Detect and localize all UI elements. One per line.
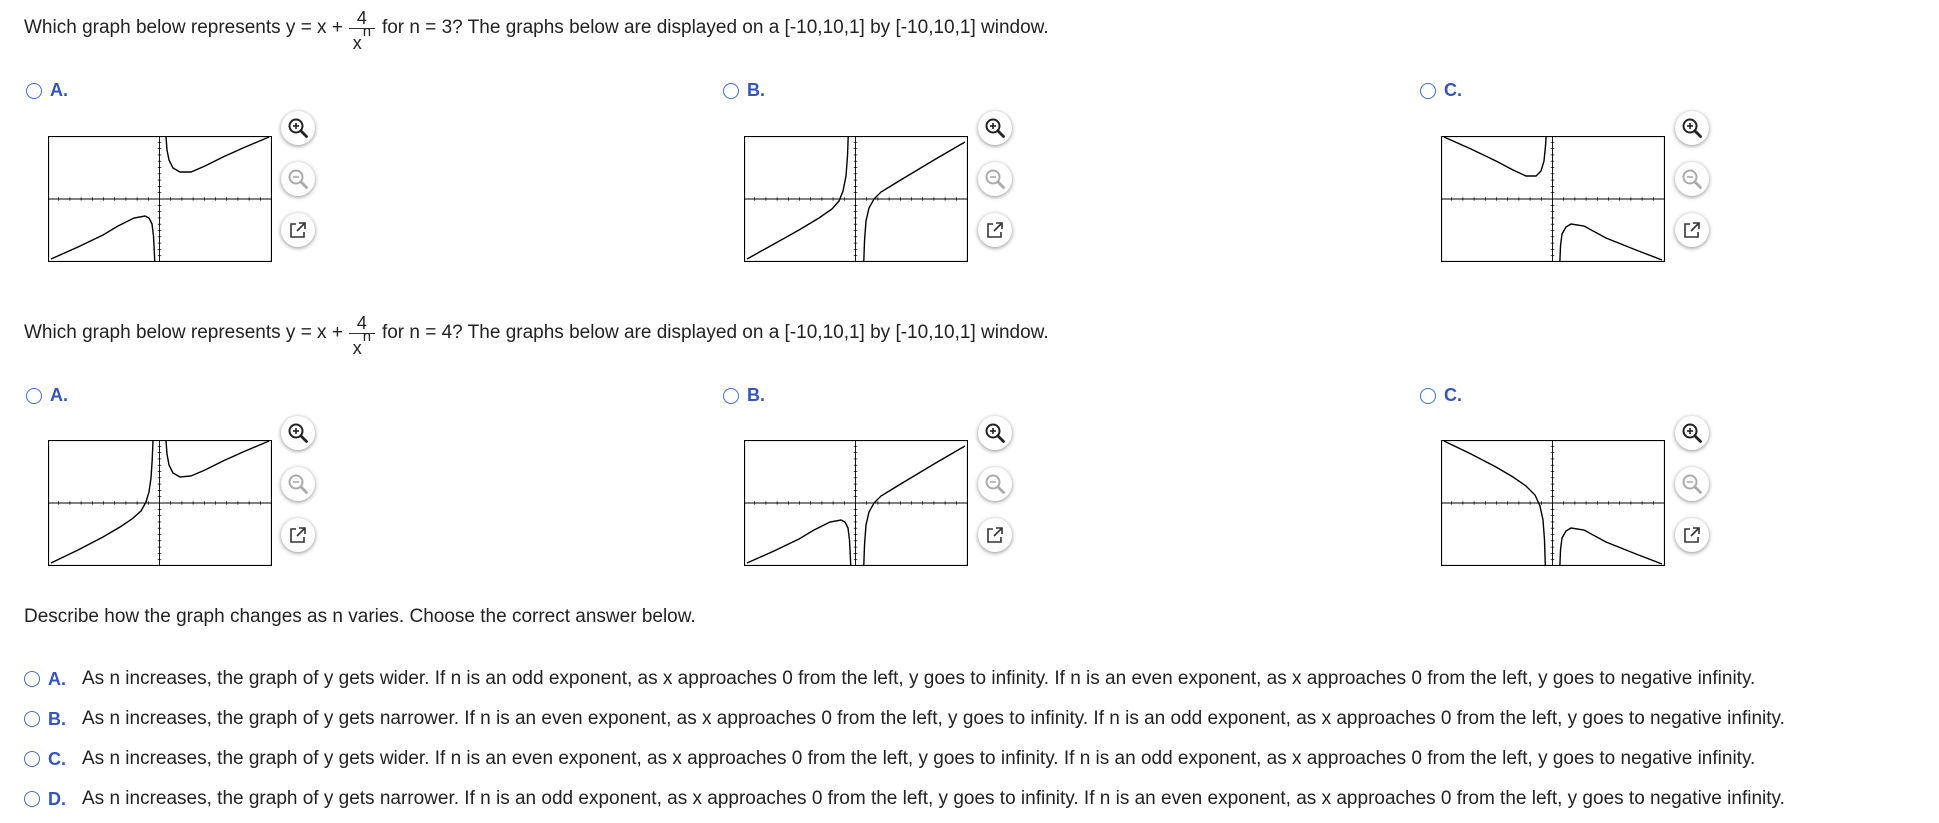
q1-graph-c [1441,136,1665,262]
popout-button[interactable] [978,213,1012,247]
answer-text: As n increases, the graph of y gets narrower. If n is an even exponent, as x approaches 0 from the left, y goes to infinity. If n is an odd exponent, as x approaches 0 from the left, y goes to negative infinity. [82,708,1785,729]
radio-button[interactable] [723,388,739,404]
popout-button[interactable] [1675,518,1709,552]
zoom-in-button[interactable] [1675,416,1709,450]
option-label: C. [1444,385,1462,405]
popout-button[interactable] [281,213,315,247]
zoom-in-button[interactable] [281,111,315,145]
question-2-prefix: Which graph below represents y = x + [24,322,343,343]
zoom-out-icon [984,473,1006,495]
popout-icon [984,524,1006,546]
q1-graph-a [48,136,272,262]
zoom-out-icon [1681,168,1703,190]
answer-option-d[interactable] [24,788,1785,810]
fraction-denominator [352,328,372,358]
q2-graph-b [744,440,968,566]
zoom-in-button[interactable] [1675,111,1709,145]
exponent: n [362,328,372,345]
answer-option-a[interactable] [24,668,1755,690]
zoom-in-icon [1681,117,1703,139]
zoom-in-icon [984,422,1006,444]
option-label: B. [48,708,66,729]
answer-option-b[interactable] [24,708,1785,730]
answer-text: As n increases, the graph of y gets wider. If n is an even exponent, as x approaches 0 from the left, y goes to infinity. If n is an odd exponent, as x approaches 0 from the left, y goes to negative infinity. [82,748,1756,769]
zoom-out-button[interactable] [1675,467,1709,501]
option-label: B. [747,385,765,405]
fraction-numerator: 4 [356,313,367,333]
zoom-out-button[interactable] [281,162,315,196]
option-label: A. [50,80,68,100]
zoom-in-icon [287,117,309,139]
zoom-out-icon [287,168,309,190]
popout-button[interactable] [978,518,1012,552]
radio-button[interactable] [723,83,739,99]
q1-option-a[interactable] [26,80,68,101]
q1-option-b[interactable] [723,80,765,101]
q2-graph-c [1441,440,1665,566]
q2-option-b[interactable] [723,385,765,406]
denominator-base: x [352,338,362,358]
q2-option-c[interactable] [1420,385,1462,406]
zoom-in-icon [1681,422,1703,444]
option-label: B. [747,80,765,100]
fraction-numerator: 4 [356,8,367,28]
option-label: D. [48,788,66,809]
radio-button[interactable] [26,83,42,99]
radio-button[interactable] [26,388,42,404]
answer-text: As n increases, the graph of y gets narrower. If n is an odd exponent, as x approaches 0 from the left, y goes to infinity. If n is an even exponent, as x approaches 0 from the left, y goes to negative infinity. [82,788,1785,809]
question-2-text [24,311,1049,358]
option-label: A. [48,668,66,689]
popout-button[interactable] [1675,213,1709,247]
zoom-in-button[interactable] [978,416,1012,450]
popout-icon [287,219,309,241]
zoom-out-button[interactable] [978,467,1012,501]
question-1-suffix: for n = 3? The graphs below are displayed on a [-10,10,1] by [-10,10,1] window. [381,17,1049,38]
question-2-suffix: for n = 4? The graphs below are displayed on a [-10,10,1] by [-10,10,1] window. [381,322,1049,343]
q2-graph-a [48,440,272,566]
radio-button[interactable] [1420,83,1436,99]
popout-icon [1681,219,1703,241]
zoom-in-icon [984,117,1006,139]
answer-text: As n increases, the graph of y gets wider. If n is an odd exponent, as x approaches 0 from the left, y goes to infinity. If n is an even exponent, as x approaches 0 from the left, y goes to negative infinity. [82,668,1756,689]
answer-option-c[interactable] [24,748,1755,770]
q1-option-c[interactable] [1420,80,1462,101]
radio-button[interactable] [24,711,40,727]
question-1-text [24,6,1049,53]
fraction [349,8,375,52]
radio-button[interactable] [1420,388,1436,404]
zoom-out-button[interactable] [978,162,1012,196]
zoom-in-button[interactable] [281,416,315,450]
radio-button[interactable] [24,751,40,767]
zoom-out-button[interactable] [1675,162,1709,196]
zoom-out-button[interactable] [281,467,315,501]
radio-button[interactable] [24,791,40,807]
question-1-prefix: Which graph below represents y = x + [24,17,343,38]
radio-button[interactable] [24,671,40,687]
zoom-out-icon [984,168,1006,190]
exponent: n [362,23,372,40]
zoom-out-icon [1681,473,1703,495]
question-3-prompt [24,606,696,628]
zoom-in-icon [287,422,309,444]
q2-option-a[interactable] [26,385,68,406]
fraction [349,313,375,357]
zoom-in-button[interactable] [978,111,1012,145]
option-label: C. [1444,80,1462,100]
popout-icon [984,219,1006,241]
prompt-text: Describe how the graph changes as n varies. Choose the correct answer below. [24,606,696,627]
zoom-out-icon [287,473,309,495]
denominator-base: x [352,33,362,53]
popout-button[interactable] [281,518,315,552]
option-label: A. [50,385,68,405]
option-label: C. [48,748,66,769]
fraction-denominator [352,23,372,53]
popout-icon [287,524,309,546]
popout-icon [1681,524,1703,546]
q1-graph-b [744,136,968,262]
